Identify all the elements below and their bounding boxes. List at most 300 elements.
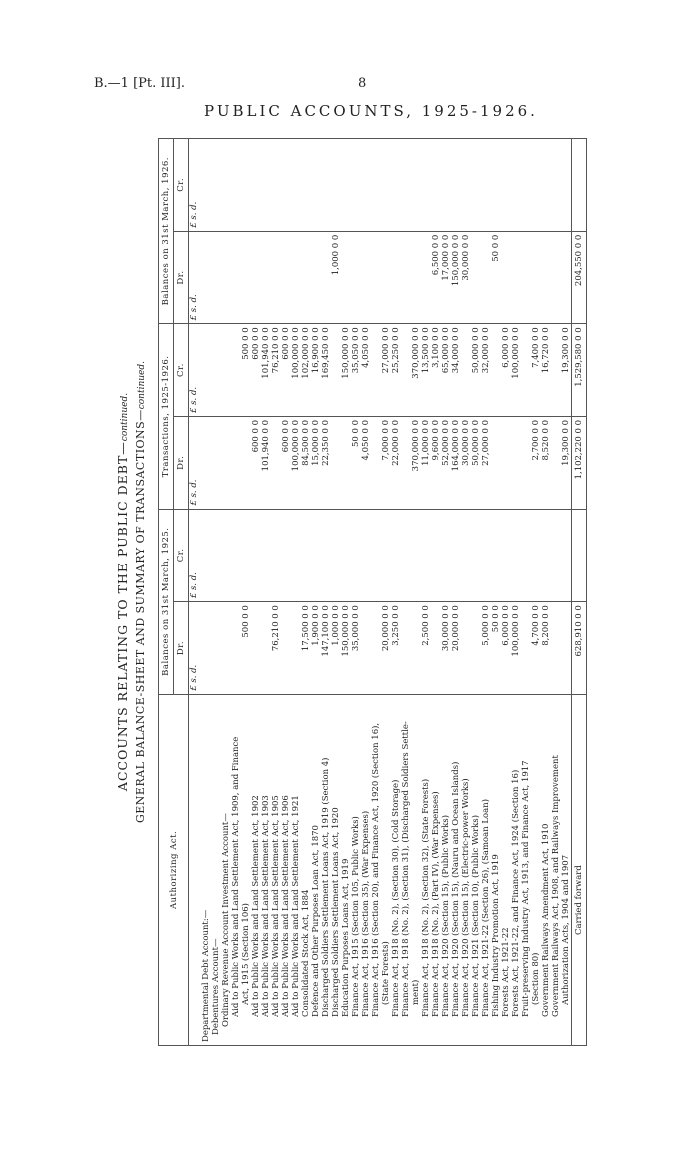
bal1925-dr-cell bbox=[401, 602, 411, 695]
bal1925-cr-cell bbox=[391, 509, 401, 602]
bal1925-dr-cell: 8,200 0 0 bbox=[541, 602, 551, 695]
bal1926-dr-cell bbox=[301, 231, 311, 324]
bal1925-dr-cell bbox=[411, 602, 421, 695]
bal1925-dr-cell: 147,100 0 0 bbox=[321, 602, 331, 695]
bal1925-dr-cell bbox=[561, 602, 572, 695]
act-cell: Finance Act, 1920 (Section 15), (Nauru and Ocean Islands) bbox=[451, 694, 461, 1045]
bal1926-dr-cell bbox=[231, 231, 241, 324]
table-row bbox=[291, 139, 301, 1046]
transactions-dr-cell bbox=[501, 416, 511, 509]
bal1926-dr-cell bbox=[531, 231, 541, 324]
transactions-cr-cell: 169,450 0 0 bbox=[321, 324, 331, 417]
bal1925-cr-cell bbox=[221, 509, 231, 602]
transactions-dr-cell: 22,000 0 0 bbox=[391, 416, 401, 509]
transactions-dr-cell: 370,000 0 0 bbox=[411, 416, 421, 509]
act-cell: Finance Act, 1918 (No. 2), (Section 31), (Discharged Soldiers Settle- bbox=[401, 694, 411, 1045]
col-header-balances-1926: Balances on 31st March, 1926. bbox=[159, 139, 174, 324]
act-cell: Forests Act, 1921-22 bbox=[501, 694, 511, 1045]
act-cell: Consolidated Stock Act, 1884 bbox=[301, 694, 311, 1045]
bal1926-dr-cell bbox=[281, 231, 291, 324]
bal1925-cr-cell bbox=[251, 509, 261, 602]
table-row bbox=[301, 139, 311, 1046]
transactions-dr-cell bbox=[231, 416, 241, 509]
bal1926-dr-cell bbox=[371, 231, 381, 324]
bal1926-cr-cell bbox=[311, 139, 321, 232]
bal1926-dr-cell bbox=[501, 231, 511, 324]
act-cell: Finance Act, 1915 (Section 105, Public Works) bbox=[351, 694, 361, 1045]
bal1925-cr-cell bbox=[351, 509, 361, 602]
bal1926-cr-cell bbox=[221, 139, 231, 232]
bal1925-cr-cell bbox=[381, 509, 391, 602]
transactions-cr-cell: 150,000 0 0 bbox=[341, 324, 351, 417]
transactions-cr-cell bbox=[461, 324, 471, 417]
bal1926-cr-cell bbox=[241, 139, 251, 232]
bal1926-dr-cell bbox=[241, 231, 251, 324]
act-cell: Discharged Soldiers Settlement Loans Act, 1920 bbox=[331, 694, 341, 1045]
table-row bbox=[311, 139, 321, 1046]
bal1926-cr-cell bbox=[501, 139, 511, 232]
bal1925-dr-cell: 5,000 0 0 bbox=[481, 602, 491, 695]
bal1926-cr-cell bbox=[441, 139, 451, 232]
bal1926-dr-cell bbox=[511, 231, 521, 324]
bal1926-dr-cell: 17,000 0 0 bbox=[441, 231, 451, 324]
transactions-dr-cell: 22,350 0 0 bbox=[321, 416, 331, 509]
act-cell: Finance Act, 1918 (No. 2), (Part IV), (War Expenses) bbox=[431, 694, 441, 1045]
transactions-cr-cell bbox=[211, 324, 221, 417]
bal1926-cr-cell bbox=[211, 139, 221, 232]
act-cell: Finance Act, 1916 (Section 35), (War Expenses) bbox=[361, 694, 371, 1045]
bal1925-cr-cell bbox=[481, 509, 491, 602]
bal1925-dr-cell: 3,250 0 0 bbox=[391, 602, 401, 695]
units-row bbox=[189, 139, 202, 1046]
bal1925-cr-cell bbox=[431, 509, 441, 602]
bal1926-dr-cell bbox=[361, 231, 371, 324]
bal1925-cr-cell bbox=[201, 509, 211, 602]
bal1926-dr-cell bbox=[391, 231, 401, 324]
transactions-dr-cell bbox=[511, 416, 521, 509]
bal1926-dr-cell: 30,000 0 0 bbox=[461, 231, 471, 324]
bal1926-dr-cell bbox=[211, 231, 221, 324]
page-title: PUBLIC ACCOUNTS, 1925-1926. bbox=[204, 102, 538, 120]
bal1926-dr-cell bbox=[271, 231, 281, 324]
transactions-dr-cell bbox=[331, 416, 341, 509]
bal1926-cr-cell bbox=[251, 139, 261, 232]
transactions-dr-cell: 30,000 0 0 bbox=[461, 416, 471, 509]
bal1926-cr-cell bbox=[541, 139, 551, 232]
act-cell: Aid to Public Works and Land Settlement Act, 1902 bbox=[251, 694, 261, 1045]
table-subtitle bbox=[136, 138, 147, 1046]
bal1926-cr-cell bbox=[451, 139, 461, 232]
transactions-cr-cell bbox=[231, 324, 241, 417]
bal1925-cr-cell bbox=[441, 509, 451, 602]
transactions-dr-cell: 52,000 0 0 bbox=[441, 416, 451, 509]
table-row bbox=[361, 139, 371, 1046]
transactions-cr-cell: 65,000 0 0 bbox=[441, 324, 451, 417]
bal1925-dr-cell bbox=[551, 602, 561, 695]
act-cell: ment) bbox=[411, 694, 421, 1045]
act-cell: Aid to Public Works and Land Settlement Act, 1905 bbox=[271, 694, 281, 1045]
transactions-cr-cell: 19,300 0 0 bbox=[561, 324, 572, 417]
transactions-dr-cell bbox=[241, 416, 251, 509]
transactions-dr-cell bbox=[371, 416, 381, 509]
transactions-cr-cell: 27,000 0 0 bbox=[381, 324, 391, 417]
bal1926-cr-cell bbox=[521, 139, 531, 232]
bal1925-dr-cell: 20,000 0 0 bbox=[451, 602, 461, 695]
act-cell: Aid to Public Works and Land Settlement Act, 1903 bbox=[261, 694, 271, 1045]
bal1926-cr-cell bbox=[321, 139, 331, 232]
act-cell: Finance Act, 1920 (Section 15), (Electric-power Works) bbox=[461, 694, 471, 1045]
table-row bbox=[441, 139, 451, 1046]
bal1926-cr-cell bbox=[391, 139, 401, 232]
bal1925-cr-cell bbox=[551, 509, 561, 602]
transactions-dr-cell: 11,000 0 0 bbox=[421, 416, 431, 509]
table-title bbox=[115, 138, 130, 1046]
table-row bbox=[501, 139, 511, 1046]
act-cell: Finance Act, 1920 (Section 15), (Public Works) bbox=[441, 694, 451, 1045]
bal1925-dr-cell bbox=[231, 602, 241, 695]
transactions-dr-cell bbox=[551, 416, 561, 509]
transactions-cr-cell bbox=[551, 324, 561, 417]
col-header-dr: Dr. bbox=[174, 602, 189, 695]
transactions-dr-cell: 2,700 0 0 bbox=[531, 416, 541, 509]
table-row bbox=[371, 139, 381, 1046]
transactions-cr-cell: 600 0 0 bbox=[251, 324, 261, 417]
page-header bbox=[0, 70, 700, 120]
transactions-cr-cell bbox=[201, 324, 211, 417]
transactions-dr-cell: 50,000 0 0 bbox=[471, 416, 481, 509]
bal1926-dr-cell bbox=[261, 231, 271, 324]
total-bal1926-dr: 204,550 0 0 bbox=[572, 231, 587, 324]
bal1926-cr-cell bbox=[361, 139, 371, 232]
col-header-balances-1925: Balances on 31st March, 1925. bbox=[159, 509, 174, 694]
transactions-dr-cell: 164,000 0 0 bbox=[451, 416, 461, 509]
transactions-cr-cell: 100,000 0 0 bbox=[511, 324, 521, 417]
units-label: £ s. d. bbox=[189, 231, 202, 324]
bal1925-cr-cell bbox=[491, 509, 501, 602]
transactions-dr-cell: 50 0 0 bbox=[351, 416, 361, 509]
bal1926-cr-cell bbox=[551, 139, 561, 232]
table-row bbox=[531, 139, 541, 1046]
bal1925-dr-cell bbox=[201, 602, 211, 695]
transactions-dr-cell: 101,940 0 0 bbox=[261, 416, 271, 509]
bal1926-cr-cell bbox=[471, 139, 481, 232]
transactions-cr-cell bbox=[331, 324, 341, 417]
bal1925-cr-cell bbox=[541, 509, 551, 602]
transactions-dr-cell bbox=[211, 416, 221, 509]
transactions-dr-cell bbox=[491, 416, 501, 509]
bal1926-dr-cell bbox=[291, 231, 301, 324]
bal1925-cr-cell bbox=[421, 509, 431, 602]
bal1925-cr-cell bbox=[531, 509, 541, 602]
transactions-cr-cell: 100,000 0 0 bbox=[291, 324, 301, 417]
col-header-cr: Cr. bbox=[174, 324, 189, 417]
act-cell: Finance Act, 1918 (No. 2), (Section 30), (Cold Storage) bbox=[391, 694, 401, 1045]
bal1926-dr-cell bbox=[421, 231, 431, 324]
units-label: £ s. d. bbox=[189, 602, 202, 695]
bal1925-dr-cell bbox=[291, 602, 301, 695]
bal1925-dr-cell bbox=[281, 602, 291, 695]
bal1926-dr-cell bbox=[561, 231, 572, 324]
table-row bbox=[431, 139, 441, 1046]
table-row bbox=[481, 139, 491, 1046]
transactions-cr-cell: 500 0 0 bbox=[241, 324, 251, 417]
transactions-cr-cell: 16,720 0 0 bbox=[541, 324, 551, 417]
act-cell: Ordinary Revenue Account Investment Account— bbox=[221, 694, 231, 1045]
table-title-continued: continued. bbox=[120, 392, 130, 442]
bal1926-cr-cell bbox=[461, 139, 471, 232]
act-cell: Departmental Debt Account:— bbox=[201, 694, 211, 1045]
bal1925-cr-cell bbox=[411, 509, 421, 602]
bal1926-cr-cell bbox=[281, 139, 291, 232]
transactions-dr-cell: 4,050 0 0 bbox=[361, 416, 371, 509]
bal1925-cr-cell bbox=[471, 509, 481, 602]
bal1925-cr-cell bbox=[301, 509, 311, 602]
bal1925-cr-cell bbox=[501, 509, 511, 602]
act-cell: Debentures Account— bbox=[211, 694, 221, 1045]
act-cell: Finance Act, 1921-22 (Section 26), (Samoan Loan) bbox=[481, 694, 491, 1045]
bal1926-dr-cell: 1,000 0 0 bbox=[331, 231, 341, 324]
bal1926-cr-cell bbox=[491, 139, 501, 232]
bal1925-dr-cell: 100,000 0 0 bbox=[511, 602, 521, 695]
bal1925-cr-cell bbox=[311, 509, 321, 602]
units-label: £ s. d. bbox=[189, 324, 202, 417]
table-row bbox=[471, 139, 481, 1046]
col-header-transactions: Transactions, 1925-1926. bbox=[159, 324, 174, 509]
transactions-cr-cell: 4,050 0 0 bbox=[361, 324, 371, 417]
transactions-dr-cell: 600 0 0 bbox=[251, 416, 261, 509]
transactions-dr-cell bbox=[401, 416, 411, 509]
bal1926-dr-cell bbox=[471, 231, 481, 324]
act-cell: Defence and Other Purposes Loan Act, 1870 bbox=[311, 694, 321, 1045]
total-bal1925-dr: 628,910 0 0 bbox=[572, 602, 587, 695]
bal1925-cr-cell bbox=[521, 509, 531, 602]
bal1925-cr-cell bbox=[461, 509, 471, 602]
bal1925-cr-cell bbox=[241, 509, 251, 602]
table-row bbox=[321, 139, 331, 1046]
transactions-cr-cell: 600 0 0 bbox=[281, 324, 291, 417]
act-cell: Fishing Industry Promotion Act, 1919 bbox=[491, 694, 501, 1045]
bal1925-dr-cell: 1,000 0 0 bbox=[331, 602, 341, 695]
transactions-cr-cell: 76,210 0 0 bbox=[271, 324, 281, 417]
transactions-cr-cell: 35,050 0 0 bbox=[351, 324, 361, 417]
bal1925-dr-cell: 20,000 0 0 bbox=[381, 602, 391, 695]
units-label: £ s. d. bbox=[189, 509, 202, 602]
table-row bbox=[201, 139, 211, 1046]
carried-forward-label: Carried forward bbox=[572, 694, 587, 1045]
table-row bbox=[271, 139, 281, 1046]
bal1925-cr-cell bbox=[371, 509, 381, 602]
table-row bbox=[411, 139, 421, 1046]
bal1925-dr-cell bbox=[211, 602, 221, 695]
bal1925-dr-cell: 50 0 0 bbox=[491, 602, 501, 695]
header-row bbox=[159, 139, 174, 1046]
act-cell: Finance Act, 1916 (Section 20), and Finance Act, 1920 (Section 16), bbox=[371, 694, 381, 1045]
transactions-dr-cell: 100,000 0 0 bbox=[291, 416, 301, 509]
bal1926-dr-cell bbox=[551, 231, 561, 324]
transactions-cr-cell bbox=[401, 324, 411, 417]
bal1926-cr-cell bbox=[261, 139, 271, 232]
act-cell: Discharged Soldiers Settlement Loans Act, 1919 (Section 4) bbox=[321, 694, 331, 1045]
bal1926-cr-cell bbox=[481, 139, 491, 232]
table-title-text: ACCOUNTS RELATING TO THE PUBLIC DEBT— bbox=[115, 441, 130, 792]
transactions-dr-cell bbox=[271, 416, 281, 509]
transactions-cr-cell: 25,250 0 0 bbox=[391, 324, 401, 417]
bal1926-cr-cell bbox=[431, 139, 441, 232]
col-header-cr: Cr. bbox=[174, 509, 189, 602]
act-cell: (State Forests) bbox=[381, 694, 391, 1045]
bal1925-cr-cell bbox=[341, 509, 351, 602]
table-row bbox=[281, 139, 291, 1046]
bal1925-dr-cell bbox=[361, 602, 371, 695]
transactions-cr-cell: 7,400 0 0 bbox=[531, 324, 541, 417]
transactions-cr-cell: 34,000 0 0 bbox=[451, 324, 461, 417]
total-bal1926-cr bbox=[572, 139, 587, 232]
bal1925-dr-cell: 30,000 0 0 bbox=[441, 602, 451, 695]
transactions-cr-cell bbox=[221, 324, 231, 417]
table-row bbox=[261, 139, 271, 1046]
table-row bbox=[351, 139, 361, 1046]
bal1925-cr-cell bbox=[291, 509, 301, 602]
bal1925-cr-cell bbox=[561, 509, 572, 602]
bal1926-dr-cell bbox=[251, 231, 261, 324]
bal1925-cr-cell bbox=[211, 509, 221, 602]
bal1925-cr-cell bbox=[361, 509, 371, 602]
bal1925-dr-cell bbox=[471, 602, 481, 695]
transactions-dr-cell: 84,500 0 0 bbox=[301, 416, 311, 509]
bal1925-dr-cell: 150,000 0 0 bbox=[341, 602, 351, 695]
act-cell: Education Purposes Loans Act, 1919 bbox=[341, 694, 351, 1045]
table-subtitle-text: GENERAL BALANCE-SHEET AND SUMMARY OF TRANSACTIONS— bbox=[134, 409, 147, 824]
col-header-dr: Dr. bbox=[174, 416, 189, 509]
bal1926-cr-cell bbox=[291, 139, 301, 232]
bal1926-cr-cell bbox=[401, 139, 411, 232]
transactions-dr-cell bbox=[201, 416, 211, 509]
transactions-cr-cell bbox=[491, 324, 501, 417]
accounts-table bbox=[158, 138, 587, 1046]
bal1925-cr-cell bbox=[281, 509, 291, 602]
transactions-cr-cell: 370,000 0 0 bbox=[411, 324, 421, 417]
bal1925-cr-cell bbox=[321, 509, 331, 602]
bal1926-cr-cell bbox=[351, 139, 361, 232]
table-row bbox=[461, 139, 471, 1046]
bal1925-cr-cell bbox=[271, 509, 281, 602]
transactions-cr-cell: 3,100 0 0 bbox=[431, 324, 441, 417]
transactions-cr-cell: 6,000 0 0 bbox=[501, 324, 511, 417]
table-row bbox=[251, 139, 261, 1046]
bal1926-cr-cell bbox=[271, 139, 281, 232]
table-row bbox=[231, 139, 241, 1046]
col-header-act: Authorizing Act. bbox=[159, 694, 189, 1045]
bal1925-dr-cell: 76,210 0 0 bbox=[271, 602, 281, 695]
bal1925-cr-cell bbox=[401, 509, 411, 602]
bal1925-dr-cell bbox=[251, 602, 261, 695]
bal1925-dr-cell bbox=[221, 602, 231, 695]
transactions-cr-cell: 13,500 0 0 bbox=[421, 324, 431, 417]
rotated-table-block bbox=[115, 138, 658, 1046]
transactions-cr-cell: 101,940 0 0 bbox=[261, 324, 271, 417]
units-label: £ s. d. bbox=[189, 139, 202, 232]
bal1926-dr-cell bbox=[481, 231, 491, 324]
bal1926-dr-cell bbox=[411, 231, 421, 324]
table-row bbox=[561, 139, 572, 1046]
table-row bbox=[381, 139, 391, 1046]
transactions-cr-cell bbox=[371, 324, 381, 417]
bal1926-cr-cell bbox=[371, 139, 381, 232]
units-label: £ s. d. bbox=[189, 416, 202, 509]
bal1926-dr-cell bbox=[341, 231, 351, 324]
bal1925-dr-cell bbox=[261, 602, 271, 695]
bal1926-cr-cell bbox=[511, 139, 521, 232]
bal1925-dr-cell bbox=[521, 602, 531, 695]
act-cell: Fruit-preserving Industry Act, 1913, and Finance Act, 1917 bbox=[521, 694, 531, 1045]
bal1926-dr-cell bbox=[381, 231, 391, 324]
bal1925-dr-cell: 2,500 0 0 bbox=[421, 602, 431, 695]
bal1926-dr-cell bbox=[541, 231, 551, 324]
table-row bbox=[491, 139, 501, 1046]
bal1926-dr-cell bbox=[311, 231, 321, 324]
bal1926-cr-cell bbox=[201, 139, 211, 232]
bal1926-dr-cell: 6,500 0 0 bbox=[431, 231, 441, 324]
bal1926-dr-cell bbox=[221, 231, 231, 324]
bal1926-dr-cell bbox=[521, 231, 531, 324]
bal1925-dr-cell: 1,900 0 0 bbox=[311, 602, 321, 695]
transactions-cr-cell bbox=[521, 324, 531, 417]
bal1925-cr-cell bbox=[231, 509, 241, 602]
bal1926-cr-cell bbox=[301, 139, 311, 232]
bal1925-dr-cell: 35,000 0 0 bbox=[351, 602, 361, 695]
bal1925-dr-cell: 6,000 0 0 bbox=[501, 602, 511, 695]
act-cell: (Section 80) bbox=[531, 694, 541, 1045]
table-row bbox=[421, 139, 431, 1046]
bal1926-dr-cell: 150,000 0 0 bbox=[451, 231, 461, 324]
page-number: 8 bbox=[358, 76, 367, 91]
bal1925-cr-cell bbox=[451, 509, 461, 602]
act-cell: Authorization Acts, 1904 and 1907 bbox=[561, 694, 572, 1045]
bal1925-dr-cell bbox=[371, 602, 381, 695]
table-body bbox=[189, 139, 572, 1046]
act-cell: Finance Act, 1921 (Section 10), (Public Works) bbox=[471, 694, 481, 1045]
table-row bbox=[401, 139, 411, 1046]
act-cell: Act, 1915 (Section 106) bbox=[241, 694, 251, 1045]
bal1926-dr-cell bbox=[201, 231, 211, 324]
bal1926-cr-cell bbox=[341, 139, 351, 232]
table-row bbox=[551, 139, 561, 1046]
col-header-cr: Cr. bbox=[174, 139, 189, 232]
table-row bbox=[341, 139, 351, 1046]
total-transactions-cr: 1,529,580 0 0 bbox=[572, 324, 587, 417]
bal1925-dr-cell: 4,700 0 0 bbox=[531, 602, 541, 695]
bal1925-cr-cell bbox=[511, 509, 521, 602]
bal1926-cr-cell bbox=[421, 139, 431, 232]
bal1926-dr-cell bbox=[321, 231, 331, 324]
bal1926-dr-cell bbox=[351, 231, 361, 324]
transactions-dr-cell bbox=[341, 416, 351, 509]
transactions-cr-cell: 50,000 0 0 bbox=[471, 324, 481, 417]
transactions-dr-cell: 15,000 0 0 bbox=[311, 416, 321, 509]
bal1926-dr-cell: 50 0 0 bbox=[491, 231, 501, 324]
transactions-cr-cell: 32,000 0 0 bbox=[481, 324, 491, 417]
act-cell: Forests Act, 1921-22, and Finance Act, 1924 (Section 16) bbox=[511, 694, 521, 1045]
table-row bbox=[521, 139, 531, 1046]
bal1926-cr-cell bbox=[561, 139, 572, 232]
transactions-dr-cell: 7,000 0 0 bbox=[381, 416, 391, 509]
bal1925-cr-cell bbox=[331, 509, 341, 602]
transactions-dr-cell: 27,000 0 0 bbox=[481, 416, 491, 509]
table-row bbox=[241, 139, 251, 1046]
table-row bbox=[541, 139, 551, 1046]
bal1926-cr-cell bbox=[331, 139, 341, 232]
transactions-dr-cell bbox=[221, 416, 231, 509]
